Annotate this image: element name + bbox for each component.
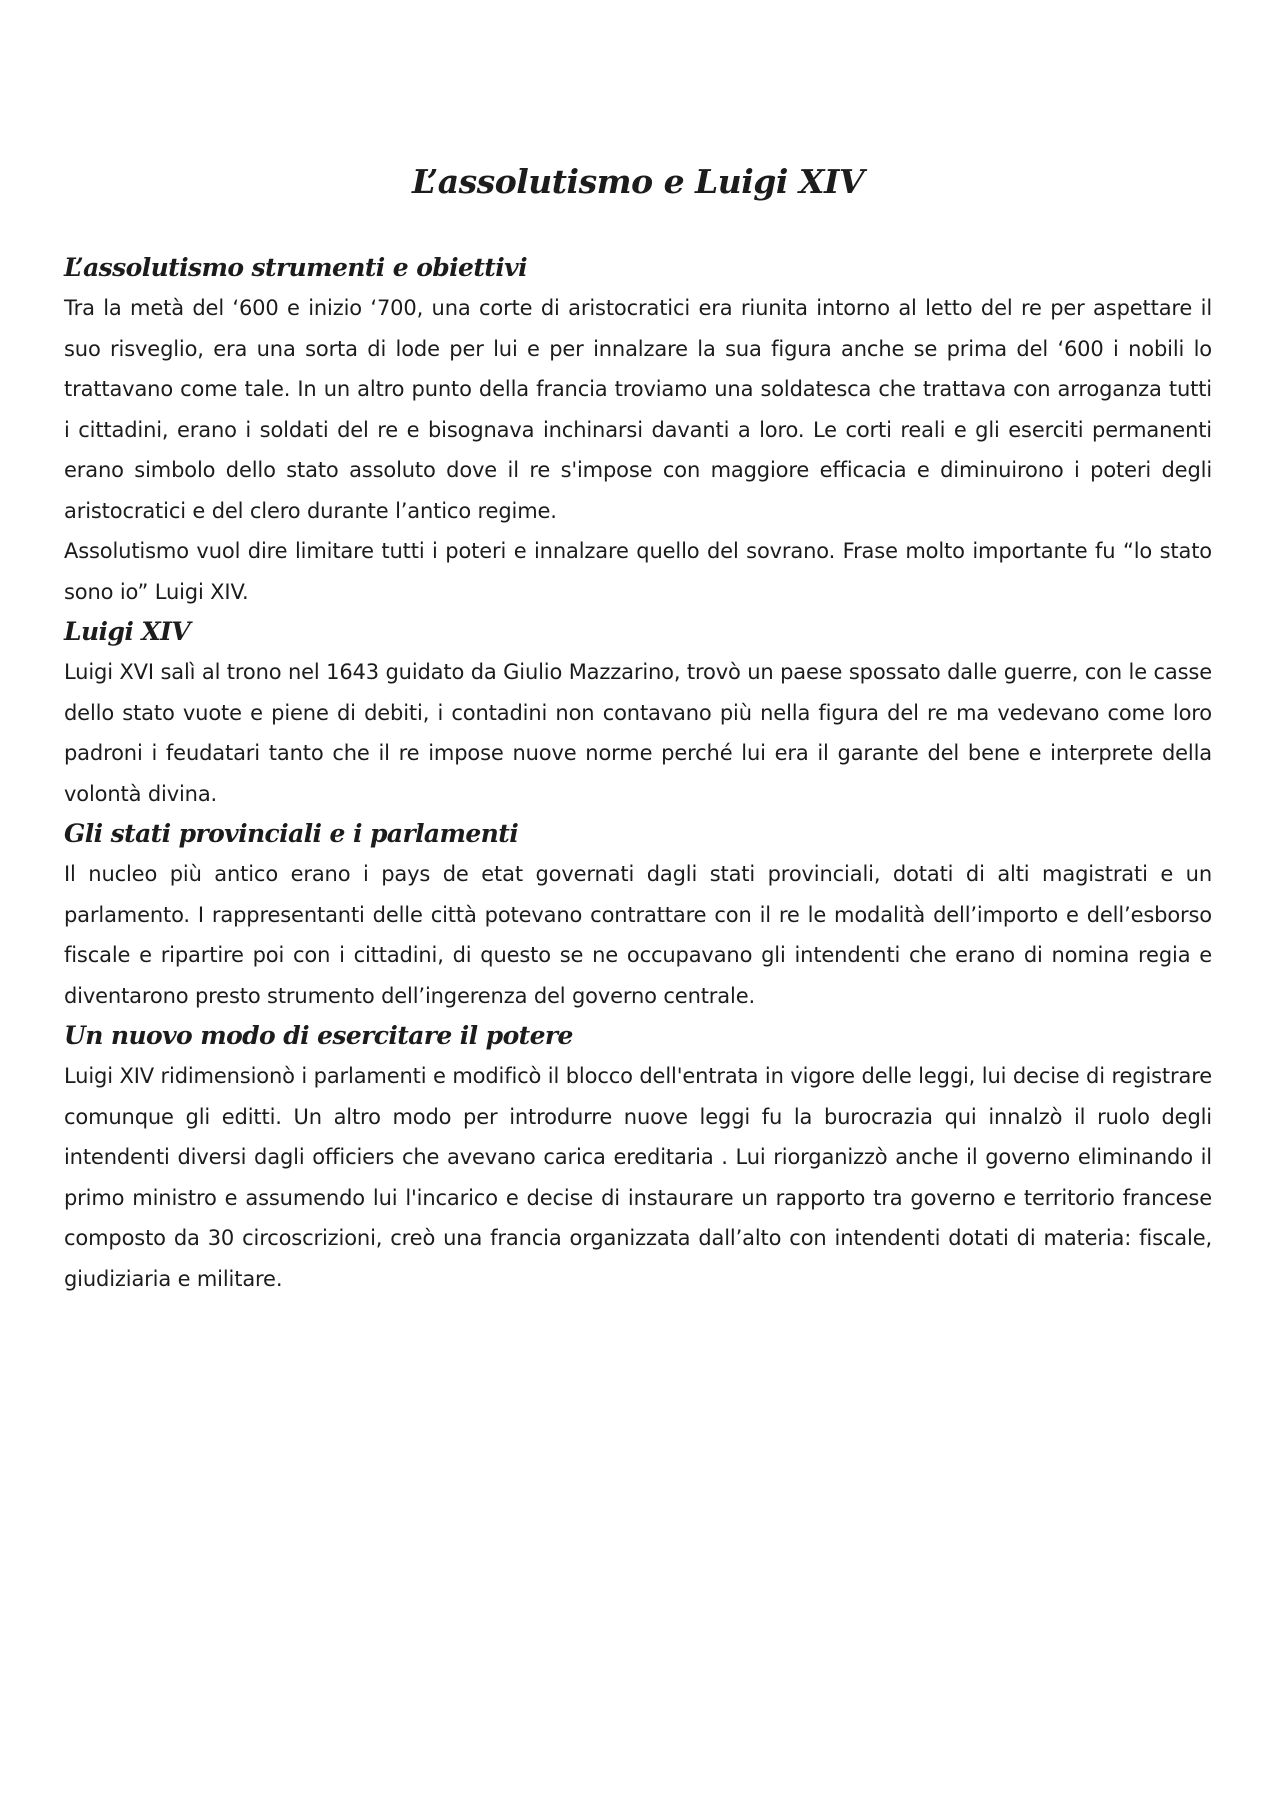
paragraph-luigi-xiv: Luigi XVI salì al trono nel 1643 guidato da Giulio Mazzarino, trovò un paese spossato dalle guerre, con le casse dello stato vuote e piene di debiti, i contadini non contavano più nella figura del re ma vedevano come loro padroni i feudatari tanto che il re impose nuove norme perché lui era il garante del bene e interprete della volontà divina. — [64, 660, 1212, 806]
paragraph-nuovo-modo: Luigi XIV ridimensionò i parlamenti e modificò il blocco dell'entrata in vigore delle leggi, lui decise di registrare comunque gli editti. Un altro modo per introdurre nuove leggi fu la burocrazia qui innalzò il ruolo degli intendenti diversi dagli officiers che avevano carica ereditaria . Lui riorganizzò anche il governo eliminando il primo ministro e assumendo lui l'incarico e decise di instaurare un rapporto tra governo e territorio francese composto da 30 circoscrizioni, creò una francia organizzata dall’alto con intendenti dotati di materia: fiscale, giudiziaria e militare. — [64, 1064, 1212, 1291]
paragraph-stati-provinciali: Il nucleo più antico erano i pays de etat governati dagli stati provinciali, dotati di alti magistrati e un parlamento. I rappresentanti delle città potevano contrattare con il re le modalità dell’importo e dell’esborso fiscale e ripartire poi con i cittadini, di questo se ne occupavano gli intendenti che erano di nomina regia e diventarono presto strumento dell’ingerenza del governo centrale. — [64, 862, 1212, 1008]
document-page — [64, 0, 1212, 1299]
section-heading-nuovo-modo: Un nuovo modo di esercitare il potere — [64, 1021, 573, 1050]
section-heading-stati-provinciali: Gli stati provinciali e i parlamenti — [64, 819, 519, 848]
section-heading-assolutismo: L’assolutismo strumenti e obiettivi — [64, 253, 527, 282]
paragraph-assolutismo-1: Tra la metà del ‘600 e inizio ‘700, una corte di aristocratici era riunita intorno al letto del re per aspettare il suo risveglio, era una sorta di lode per lui e per innalzare la sua figura anche se prima del ‘600 i nobili lo trattavano come tale. In un altro punto della francia troviamo una soldatesca che trattava con arroganza tutti i cittadini, erano i soldati del re e bisognava inchinarsi davanti a loro. Le corti reali e gli eserciti permanenti erano simbolo dello stato assoluto dove il re s'impose con maggiore efficacia e diminuirono i poteri degli aristocratici e del clero durante l’antico regime. — [64, 296, 1212, 523]
section-heading-luigi-xiv: Luigi XIV — [64, 617, 191, 646]
document-title: L’assolutismo e Luigi XIV — [411, 162, 865, 201]
paragraph-assolutismo-2: Assolutismo vuol dire limitare tutti i poteri e innalzare quello del sovrano. Frase molto importante fu “lo stato sono io” Luigi XIV. — [64, 539, 1212, 604]
